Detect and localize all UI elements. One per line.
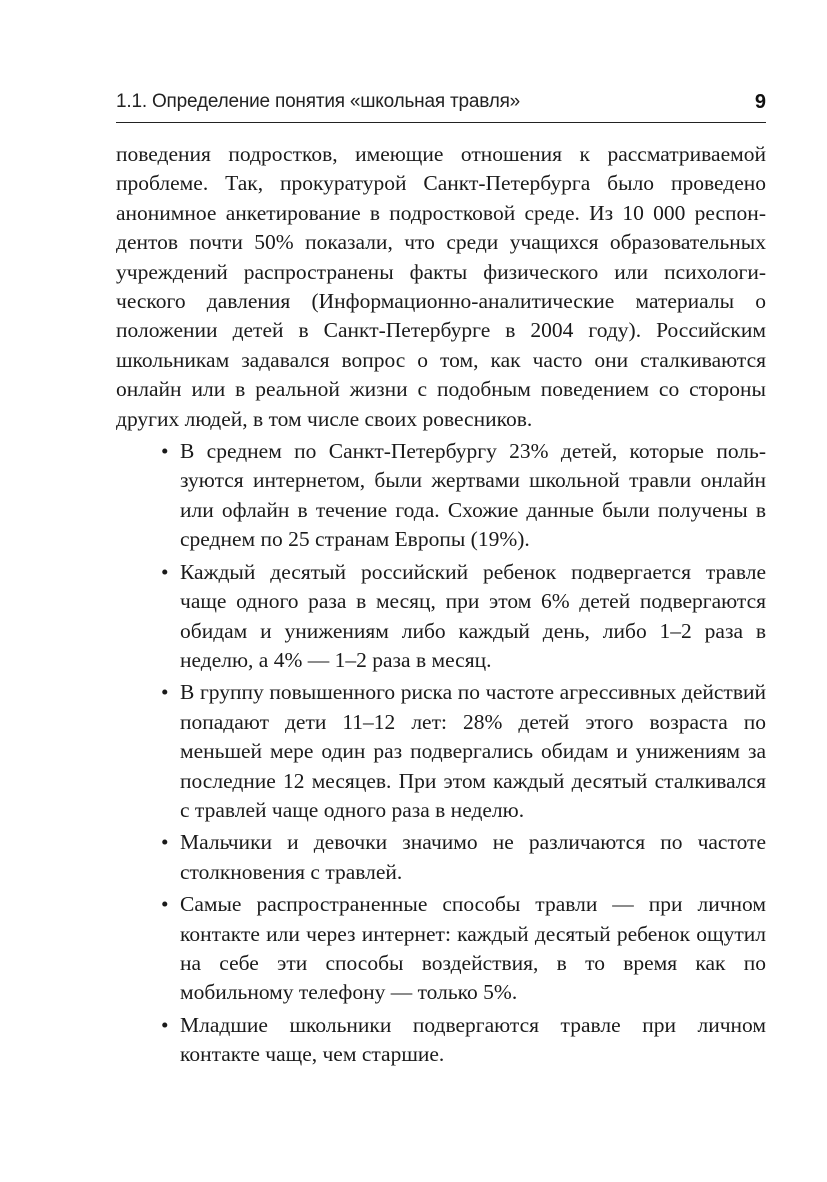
bullet-icon: • xyxy=(161,439,169,464)
header-rule xyxy=(116,122,766,123)
list-item xyxy=(116,1011,766,1070)
bullet-text: Самые распространенные способы травли — при личном контакте или через интернет: каждый десятый ребенок ощутил на себе эти способы воздействия, в то время как по мобильному телефону — только 5%. xyxy=(180,892,766,1005)
list-item xyxy=(116,890,766,1008)
bullet-text: Мальчики и девочки значимо не различаются по частоте столкновения с травлей. xyxy=(180,830,766,884)
bullet-icon: • xyxy=(161,892,169,917)
intro-paragraph: поведения подростков, имеющие отношения к рассматриваемой проблеме. Так, прокуратурой Санкт-Петербурга было проведено анонимное анкетирование в подростковой среде. Из 10 000 респондентов почти 50% показали, что среди учащихся образовательных учреждений распространены факты физического или психологического давления (Информационно-аналитические материалы о положении детей в Санкт-Петербурге в 2004 году). Российским школьникам задавался вопрос о том, как часто они сталкиваются онлайн или в реальной жизни с подобным поведением со стороны других людей, в том числе своих ровесников. xyxy=(116,142,766,431)
bullet-icon: • xyxy=(161,830,169,855)
list-item xyxy=(116,558,766,676)
bullet-text: Младшие школьники подвергаются травле при личном контакте чаще, чем старшие. xyxy=(180,1012,766,1067)
list-item xyxy=(116,828,766,887)
list-item xyxy=(116,437,766,555)
bullet-text: Каждый десятый российский ребенок подвергается травле чаще одного раза в месяц, при этом 6% детей подвергаются обидам и унижениям либо каждый день, либо 1–2 раза в неделю, а 4% — 1–2 раза в месяц. xyxy=(180,559,766,672)
bullet-icon: • xyxy=(161,559,169,584)
running-head xyxy=(116,90,766,118)
bullet-list xyxy=(116,437,766,1070)
list-item xyxy=(116,678,766,825)
bullet-text: В среднем по Санкт-Петербургу 23% детей, которые пользуются интернетом, были жертвами школьной травли онлайн или офлайн в течение года. Схожие данные были получены в среднем по 25 странам Европы (19%). xyxy=(180,439,766,552)
page-number: 9 xyxy=(754,91,766,113)
running-title: 1.1. Определение понятия «школьная травля» xyxy=(116,91,521,112)
bullet-icon: • xyxy=(161,1012,169,1037)
bullet-text: В группу повышенного риска по частоте агрессивных действий попадают дети 11–12 лет: 28% детей этого возраста по меньшей мере один раз подвергались обидам и унижениям за последние 12 месяцев. При этом каждый десятый сталкивался с травлей чаще одного раза в неделю. xyxy=(180,680,766,822)
body-text xyxy=(116,140,766,1070)
bullet-icon: • xyxy=(161,680,169,705)
